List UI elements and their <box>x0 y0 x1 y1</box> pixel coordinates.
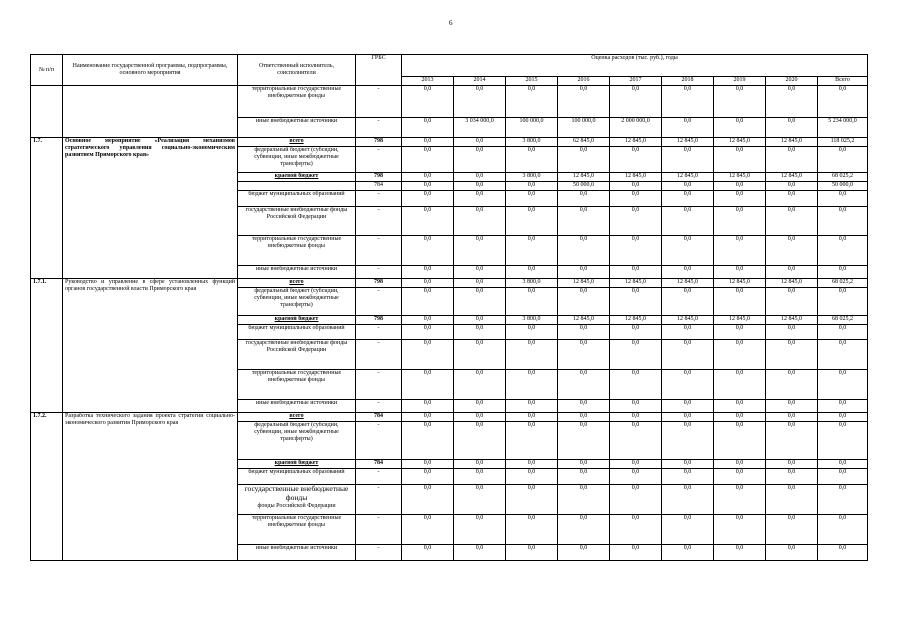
value-cell: 100 000,0 <box>506 118 558 138</box>
value-cell: 0,0 <box>402 545 454 561</box>
funding-source: бюджет муниципальных образований <box>238 325 356 340</box>
value-cell: 0,0 <box>766 340 818 370</box>
value-cell: 0,0 <box>558 340 610 370</box>
value-cell: 0,0 <box>506 325 558 340</box>
value-cell: 0,0 <box>558 545 610 561</box>
value-cell: 0,0 <box>506 288 558 316</box>
value-cell: 0,0 <box>610 182 662 191</box>
funding-source: федеральный бюджет (субсидии, субвенции, иные межбюджетные трансферты) <box>238 147 356 173</box>
value-cell: 0,0 <box>506 236 558 266</box>
value-cell: 0,0 <box>662 207 714 236</box>
value-cell: 0,0 <box>766 460 818 469</box>
value-cell: 0,0 <box>610 545 662 561</box>
value-cell: 0,0 <box>454 138 506 147</box>
value-cell: 0,0 <box>454 469 506 485</box>
value-cell: 0,0 <box>558 288 610 316</box>
budget-table <box>30 54 868 561</box>
grbs-code: - <box>356 515 402 545</box>
row-name: Основное мероприятие «Реализация механизмов стратегического управления социально-экономическим развитием Приморского края» <box>63 138 238 279</box>
value-cell: 0,0 <box>662 370 714 400</box>
value-cell: 0,0 <box>818 86 868 118</box>
value-cell: 5 234 000,0 <box>818 118 868 138</box>
row-name: Руководство и управление в сфере установленных функций органов государственной власти Приморского края <box>63 279 238 413</box>
value-cell: 0,0 <box>402 173 454 182</box>
value-cell: 0,0 <box>662 413 714 422</box>
value-cell: 0,0 <box>402 236 454 266</box>
value-cell: 0,0 <box>454 182 506 191</box>
funding-source: иные внебюджетные источники <box>238 545 356 561</box>
value-cell: 0,0 <box>506 207 558 236</box>
value-cell: 0,0 <box>402 340 454 370</box>
value-cell: 0,0 <box>454 370 506 400</box>
row-number: 1.7.2. <box>31 413 63 561</box>
value-cell: 0,0 <box>506 266 558 279</box>
value-cell: 0,0 <box>766 266 818 279</box>
value-cell: 0,0 <box>714 288 766 316</box>
grbs-code: - <box>356 400 402 413</box>
grbs-code: - <box>356 422 402 460</box>
value-cell: 12 845,0 <box>558 316 610 325</box>
row-name: Разработка технического задания проекта стратегии социально-экономического развития Приморского края <box>63 413 238 561</box>
page-number: 6 <box>449 19 453 27</box>
grbs-code: - <box>356 469 402 485</box>
funding-source: государственные внебюджетные фонды Российской Федерации <box>238 207 356 236</box>
value-cell: 118 025,2 <box>818 138 868 147</box>
value-cell: 12 845,0 <box>662 279 714 288</box>
value-cell: 0,0 <box>818 147 868 173</box>
funding-source: государственные внебюджетные фонды Российской Федерации <box>238 340 356 370</box>
value-cell: 0,0 <box>402 325 454 340</box>
value-cell: 0,0 <box>714 236 766 266</box>
value-cell: 0,0 <box>818 515 868 545</box>
value-cell: 0,0 <box>610 400 662 413</box>
value-cell: 3 800,0 <box>506 279 558 288</box>
value-cell: 0,0 <box>610 236 662 266</box>
value-cell: 0,0 <box>506 147 558 173</box>
value-cell: 0,0 <box>402 266 454 279</box>
value-cell: 0,0 <box>454 236 506 266</box>
value-cell: 0,0 <box>558 469 610 485</box>
funding-source: территориальные государственные внебюджетные фонды <box>238 515 356 545</box>
value-cell: 0,0 <box>818 460 868 469</box>
value-cell: 0,0 <box>558 236 610 266</box>
header-no: № п/п <box>31 55 63 86</box>
value-cell: 0,0 <box>454 460 506 469</box>
value-cell: 0,0 <box>558 147 610 173</box>
grbs-code: - <box>356 266 402 279</box>
value-cell: 0,0 <box>454 485 506 515</box>
value-cell: 12 845,0 <box>714 173 766 182</box>
funding-source <box>238 485 356 515</box>
year-header: Всего <box>818 77 868 86</box>
grbs-code: - <box>356 545 402 561</box>
value-cell: 0,0 <box>454 207 506 236</box>
value-cell: 0,0 <box>818 469 868 485</box>
value-cell: 0,0 <box>818 400 868 413</box>
value-cell: 0,0 <box>506 340 558 370</box>
header-cost: Оценка расходов (тыс. руб.), годы <box>402 55 868 77</box>
value-cell: 12 845,0 <box>766 138 818 147</box>
value-cell: 12 845,0 <box>714 138 766 147</box>
value-cell: 0,0 <box>714 485 766 515</box>
value-cell: 12 845,0 <box>662 316 714 325</box>
value-cell: 68 025,2 <box>818 279 868 288</box>
funding-source: бюджет муниципальных образований <box>238 469 356 485</box>
value-cell: 0,0 <box>506 469 558 485</box>
value-cell: 0,0 <box>402 485 454 515</box>
value-cell: 0,0 <box>454 86 506 118</box>
value-cell: 0,0 <box>714 207 766 236</box>
value-cell: 0,0 <box>454 400 506 413</box>
value-cell: 0,0 <box>402 316 454 325</box>
table-row <box>31 413 868 422</box>
value-cell: 0,0 <box>558 266 610 279</box>
header-row <box>31 55 868 77</box>
value-cell: 0,0 <box>402 469 454 485</box>
value-cell: 0,0 <box>610 422 662 460</box>
value-cell: 12 845,0 <box>558 279 610 288</box>
funding-source: краевой бюджет <box>238 173 356 182</box>
value-cell: 0,0 <box>766 485 818 515</box>
row-number: 1.7.1. <box>31 279 63 413</box>
value-cell: 0,0 <box>818 325 868 340</box>
value-cell: 12 845,0 <box>766 279 818 288</box>
value-cell: 0,0 <box>662 515 714 545</box>
value-cell: 0,0 <box>610 469 662 485</box>
value-cell: 12 845,0 <box>558 173 610 182</box>
value-cell: 0,0 <box>454 545 506 561</box>
grbs-code: - <box>356 86 402 118</box>
value-cell: 0,0 <box>766 400 818 413</box>
value-cell: 0,0 <box>454 173 506 182</box>
value-cell: 0,0 <box>610 86 662 118</box>
value-cell: 12 845,0 <box>662 138 714 147</box>
funding-source: территориальные государственные внебюджетные фонды <box>238 370 356 400</box>
value-cell: 12 845,0 <box>766 316 818 325</box>
value-cell: 0,0 <box>818 236 868 266</box>
funding-source: краевой бюджет <box>238 460 356 469</box>
value-cell: 0,0 <box>766 413 818 422</box>
value-cell: 62 845,0 <box>558 138 610 147</box>
year-header: 2020 <box>766 77 818 86</box>
funding-source-line: государственные внебюджетные фонды <box>244 484 349 502</box>
value-cell: 12 845,0 <box>714 316 766 325</box>
header-responsible: Ответственный исполнитель, соисполнители <box>238 55 356 86</box>
value-cell: 0,0 <box>662 400 714 413</box>
value-cell: 0,0 <box>402 370 454 400</box>
grbs-code: - <box>356 207 402 236</box>
value-cell: 0,0 <box>662 191 714 207</box>
value-cell: 0,0 <box>766 325 818 340</box>
funding-source: иные внебюджетные источники <box>238 400 356 413</box>
value-cell: 0,0 <box>662 340 714 370</box>
value-cell: 0,0 <box>714 370 766 400</box>
value-cell: 0,0 <box>714 325 766 340</box>
value-cell: 0,0 <box>610 147 662 173</box>
value-cell: 0,0 <box>610 460 662 469</box>
value-cell: 0,0 <box>402 460 454 469</box>
value-cell: 0,0 <box>558 460 610 469</box>
value-cell: 0,0 <box>818 340 868 370</box>
value-cell: 0,0 <box>558 400 610 413</box>
value-cell: 0,0 <box>662 545 714 561</box>
value-cell: 0,0 <box>506 191 558 207</box>
value-cell: 2 000 000,0 <box>610 118 662 138</box>
value-cell: 0,0 <box>766 236 818 266</box>
value-cell: 0,0 <box>558 370 610 400</box>
value-cell: 0,0 <box>818 191 868 207</box>
funding-source: всего <box>238 413 356 422</box>
value-cell: 0,0 <box>766 182 818 191</box>
funding-source: федеральный бюджет (субсидии, субвенции, иные межбюджетные трансферты) <box>238 422 356 460</box>
value-cell: 0,0 <box>506 86 558 118</box>
value-cell: 0,0 <box>402 191 454 207</box>
value-cell: 12 845,0 <box>766 173 818 182</box>
value-cell: 0,0 <box>454 422 506 460</box>
value-cell: 3 800,0 <box>506 316 558 325</box>
value-cell: 12 845,0 <box>610 138 662 147</box>
value-cell: 0,0 <box>506 485 558 515</box>
year-header: 2016 <box>558 77 610 86</box>
funding-source <box>238 182 356 191</box>
value-cell: 12 845,0 <box>610 279 662 288</box>
value-cell: 12 845,0 <box>610 173 662 182</box>
grbs-code: - <box>356 236 402 266</box>
value-cell: 0,0 <box>454 515 506 545</box>
grbs-code: 784 <box>356 460 402 469</box>
grbs-code: - <box>356 485 402 515</box>
value-cell: 0,0 <box>818 266 868 279</box>
value-cell: 0,0 <box>402 138 454 147</box>
grbs-code: 784 <box>356 413 402 422</box>
value-cell: 0,0 <box>402 422 454 460</box>
value-cell: 0,0 <box>662 236 714 266</box>
value-cell: 100 000,0 <box>558 118 610 138</box>
value-cell: 0,0 <box>610 515 662 545</box>
value-cell: 0,0 <box>714 545 766 561</box>
value-cell: 0,0 <box>714 413 766 422</box>
table-row <box>31 138 868 147</box>
value-cell: 0,0 <box>714 191 766 207</box>
value-cell: 0,0 <box>558 191 610 207</box>
value-cell: 0,0 <box>766 515 818 545</box>
value-cell: 0,0 <box>662 469 714 485</box>
year-header: 2014 <box>454 77 506 86</box>
value-cell: 68 025,2 <box>818 173 868 182</box>
value-cell: 0,0 <box>818 413 868 422</box>
value-cell: 0,0 <box>506 370 558 400</box>
value-cell: 0,0 <box>454 316 506 325</box>
grbs-code: 798 <box>356 138 402 147</box>
value-cell: 0,0 <box>714 340 766 370</box>
value-cell: 0,0 <box>558 207 610 236</box>
grbs-code: - <box>356 288 402 316</box>
value-cell: 0,0 <box>454 340 506 370</box>
row-number <box>31 86 63 138</box>
funding-source: краевой бюджет <box>238 316 356 325</box>
grbs-code: 798 <box>356 279 402 288</box>
value-cell: 0,0 <box>610 207 662 236</box>
value-cell: 0,0 <box>610 340 662 370</box>
value-cell: 0,0 <box>402 207 454 236</box>
grbs-code: - <box>356 147 402 173</box>
value-cell: 0,0 <box>558 515 610 545</box>
value-cell: 50 000,0 <box>818 182 868 191</box>
value-cell: 0,0 <box>402 118 454 138</box>
grbs-code: - <box>356 370 402 400</box>
value-cell: 0,0 <box>558 413 610 422</box>
value-cell: 0,0 <box>766 86 818 118</box>
value-cell: 0,0 <box>766 288 818 316</box>
funding-source: иные внебюджетные источники <box>238 118 356 138</box>
value-cell: 50 000,0 <box>558 182 610 191</box>
value-cell: 0,0 <box>402 400 454 413</box>
value-cell: 0,0 <box>610 413 662 422</box>
value-cell: 0,0 <box>506 515 558 545</box>
value-cell: 0,0 <box>714 118 766 138</box>
value-cell: 0,0 <box>506 413 558 422</box>
value-cell: 0,0 <box>662 118 714 138</box>
value-cell: 0,0 <box>454 288 506 316</box>
funding-source: территориальные государственные внебюджетные фонды <box>238 86 356 118</box>
value-cell: 0,0 <box>610 266 662 279</box>
grbs-code: 798 <box>356 173 402 182</box>
value-cell: 0,0 <box>766 422 818 460</box>
value-cell: 3 034 000,0 <box>454 118 506 138</box>
value-cell: 0,0 <box>714 182 766 191</box>
table-row <box>31 279 868 288</box>
value-cell: 0,0 <box>402 279 454 288</box>
value-cell: 0,0 <box>714 86 766 118</box>
value-cell: 0,0 <box>818 485 868 515</box>
row-name <box>63 86 238 138</box>
grbs-code: - <box>356 191 402 207</box>
value-cell: 0,0 <box>402 147 454 173</box>
grbs-code: - <box>356 340 402 370</box>
value-cell: 0,0 <box>714 515 766 545</box>
value-cell: 0,0 <box>558 485 610 515</box>
funding-source-line: фонды Российской Федерации <box>257 503 336 509</box>
value-cell: 0,0 <box>766 469 818 485</box>
value-cell: 0,0 <box>558 422 610 460</box>
value-cell: 0,0 <box>610 288 662 316</box>
value-cell: 0,0 <box>506 422 558 460</box>
value-cell: 0,0 <box>506 460 558 469</box>
value-cell: 0,0 <box>662 460 714 469</box>
value-cell: 0,0 <box>766 545 818 561</box>
value-cell: 0,0 <box>454 266 506 279</box>
value-cell: 0,0 <box>766 118 818 138</box>
value-cell: 0,0 <box>454 279 506 288</box>
value-cell: 0,0 <box>506 400 558 413</box>
value-cell: 12 845,0 <box>610 316 662 325</box>
value-cell: 0,0 <box>662 86 714 118</box>
year-header: 2018 <box>662 77 714 86</box>
value-cell: 0,0 <box>610 370 662 400</box>
value-cell: 0,0 <box>766 207 818 236</box>
funding-source: территориальные государственные внебюджетные фонды <box>238 236 356 266</box>
value-cell: 0,0 <box>662 147 714 173</box>
header-name: Наименование государственной программы, подпрограммы, основного мероприятия <box>63 55 238 86</box>
value-cell: 0,0 <box>506 182 558 191</box>
value-cell: 0,0 <box>662 182 714 191</box>
value-cell: 0,0 <box>662 288 714 316</box>
value-cell: 0,0 <box>766 191 818 207</box>
funding-source: иные внебюджетные источники <box>238 266 356 279</box>
value-cell: 0,0 <box>766 370 818 400</box>
value-cell: 68 025,2 <box>818 316 868 325</box>
value-cell: 0,0 <box>454 325 506 340</box>
value-cell: 0,0 <box>402 288 454 316</box>
value-cell: 0,0 <box>558 325 610 340</box>
value-cell: 0,0 <box>610 485 662 515</box>
value-cell: 0,0 <box>818 545 868 561</box>
value-cell: 0,0 <box>818 288 868 316</box>
value-cell: 0,0 <box>662 422 714 460</box>
value-cell: 0,0 <box>714 266 766 279</box>
value-cell: 3 800,0 <box>506 138 558 147</box>
funding-source: бюджет муниципальных образований <box>238 191 356 207</box>
value-cell: 0,0 <box>714 400 766 413</box>
value-cell: 0,0 <box>818 207 868 236</box>
value-cell: 0,0 <box>714 422 766 460</box>
funding-source: федеральный бюджет (субсидии, субвенции, иные межбюджетные трансферты) <box>238 288 356 316</box>
funding-source: всего <box>238 279 356 288</box>
row-number: 1.7. <box>31 138 63 279</box>
value-cell: 0,0 <box>766 147 818 173</box>
value-cell: 0,0 <box>714 147 766 173</box>
grbs-code: 798 <box>356 316 402 325</box>
table-row <box>31 86 868 118</box>
value-cell: 0,0 <box>818 370 868 400</box>
value-cell: 0,0 <box>454 191 506 207</box>
grbs-code: - <box>356 325 402 340</box>
value-cell: 0,0 <box>662 485 714 515</box>
value-cell: 0,0 <box>662 266 714 279</box>
value-cell: 0,0 <box>818 422 868 460</box>
value-cell: 0,0 <box>402 86 454 118</box>
value-cell: 0,0 <box>610 191 662 207</box>
grbs-code: - <box>356 118 402 138</box>
funding-source: всего <box>238 138 356 147</box>
value-cell: 0,0 <box>402 413 454 422</box>
value-cell: 12 845,0 <box>662 173 714 182</box>
value-cell: 0,0 <box>558 86 610 118</box>
value-cell: 12 845,0 <box>714 279 766 288</box>
value-cell: 0,0 <box>714 460 766 469</box>
value-cell: 0,0 <box>662 325 714 340</box>
year-header: 2015 <box>506 77 558 86</box>
value-cell: 0,0 <box>454 413 506 422</box>
value-cell: 0,0 <box>506 545 558 561</box>
value-cell: 0,0 <box>454 147 506 173</box>
value-cell: 3 800,0 <box>506 173 558 182</box>
header-grbs: ГРБС <box>356 55 402 86</box>
year-header: 2017 <box>610 77 662 86</box>
value-cell: 0,0 <box>402 515 454 545</box>
value-cell: 0,0 <box>714 469 766 485</box>
value-cell: 0,0 <box>610 325 662 340</box>
year-header: 2013 <box>402 77 454 86</box>
year-header: 2019 <box>714 77 766 86</box>
grbs-code: 784 <box>356 182 402 191</box>
value-cell: 0,0 <box>402 182 454 191</box>
